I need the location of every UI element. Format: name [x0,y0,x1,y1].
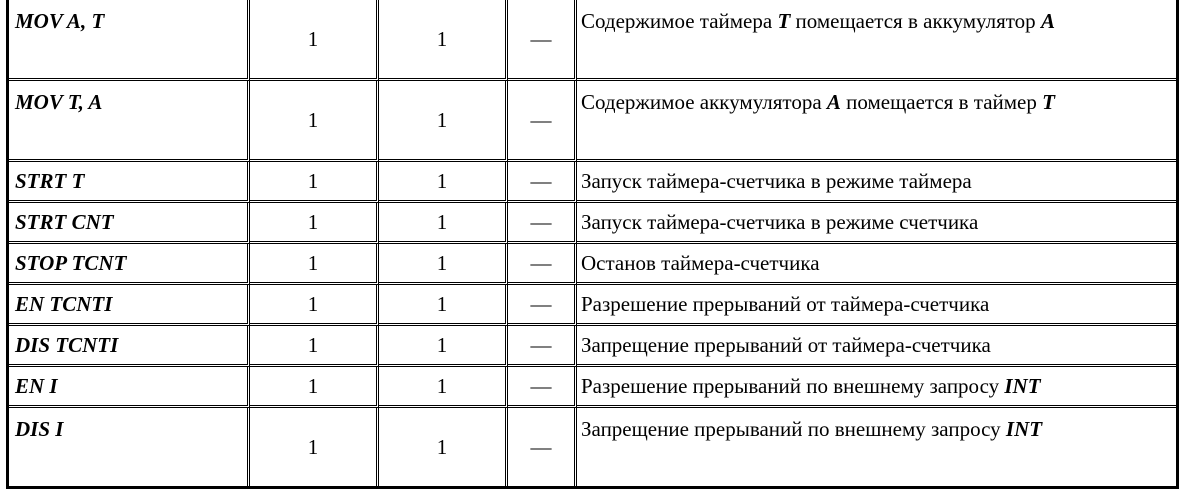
cycles-cell: 1 [379,244,508,285]
description-emphasis: A [1040,9,1055,33]
bytes-cell: 1 [250,326,379,367]
cycles-cell: 1 [379,0,508,81]
table-row [9,367,1176,408]
description-cell [577,326,1176,367]
description-text: Запрещение прерываний по внешнему запросу [581,417,1006,441]
mnemonic-cell: MOV T, A [9,81,250,162]
description-emphasis: INT [1004,374,1041,398]
instruction-table-frame [6,0,1179,489]
mnemonic-cell: DIS TCNTI [9,326,250,367]
mnemonic-cell: EN I [9,367,250,408]
table-row [9,244,1176,285]
instruction-table [9,0,1176,486]
mnemonic-cell: STRT T [9,162,250,203]
description-text: Запуск таймера-счетчика в режиме счетчика [581,210,979,234]
table-row [9,162,1176,203]
bytes-cell: 1 [250,203,379,244]
description-cell [577,203,1176,244]
description-text: помещается в таймер [840,90,1043,114]
flags-cell: — [508,0,577,81]
cycles-cell: 1 [379,367,508,408]
cycles-cell: 1 [379,81,508,162]
flags-cell: — [508,203,577,244]
mnemonic-cell: EN TCNTI [9,285,250,326]
description-text: Запуск таймера-счетчика в режиме таймера [581,169,972,193]
instruction-table-body [9,0,1176,486]
description-cell [577,244,1176,285]
mnemonic-cell: MOV A, T [9,0,250,81]
mnemonic-cell: STRT CNT [9,203,250,244]
table-row [9,408,1176,486]
table-row [9,326,1176,367]
bytes-cell: 1 [250,244,379,285]
mnemonic-cell: DIS I [9,408,250,486]
description-text: Содержимое аккумулятора [581,90,827,114]
description-cell [577,408,1176,486]
description-emphasis: T [1042,90,1055,114]
description-cell [577,162,1176,203]
bytes-cell: 1 [250,285,379,326]
description-cell [577,367,1176,408]
description-text: Останов таймера-счетчика [581,251,820,275]
bytes-cell: 1 [250,0,379,81]
bytes-cell: 1 [250,81,379,162]
description-text: Разрешение прерываний по внешнему запросу [581,374,1005,398]
table-row [9,203,1176,244]
cycles-cell: 1 [379,408,508,486]
cycles-cell: 1 [379,326,508,367]
flags-cell: — [508,81,577,162]
description-cell [577,285,1176,326]
bytes-cell: 1 [250,367,379,408]
description-text: Разрешение прерываний от таймера-счетчика [581,292,990,316]
description-cell [577,81,1176,162]
bytes-cell: 1 [250,162,379,203]
bytes-cell: 1 [250,408,379,486]
description-emphasis: INT [1005,417,1043,441]
mnemonic-cell: STOP TCNT [9,244,250,285]
description-text: помещается в аккумулятор [790,9,1041,33]
cycles-cell: 1 [379,203,508,244]
flags-cell: — [508,244,577,285]
description-cell [577,0,1176,81]
description-emphasis: T [777,9,791,33]
cycles-cell: 1 [379,162,508,203]
flags-cell: — [508,326,577,367]
cycles-cell: 1 [379,285,508,326]
description-emphasis: A [826,90,841,114]
table-row [9,0,1176,81]
flags-cell: — [508,408,577,486]
description-text: Запрещение прерываний от таймера-счетчика [581,333,991,357]
description-text: Содержимое таймера [581,9,778,33]
table-row [9,81,1176,162]
flags-cell: — [508,285,577,326]
flags-cell: — [508,162,577,203]
table-row [9,285,1176,326]
flags-cell: — [508,367,577,408]
